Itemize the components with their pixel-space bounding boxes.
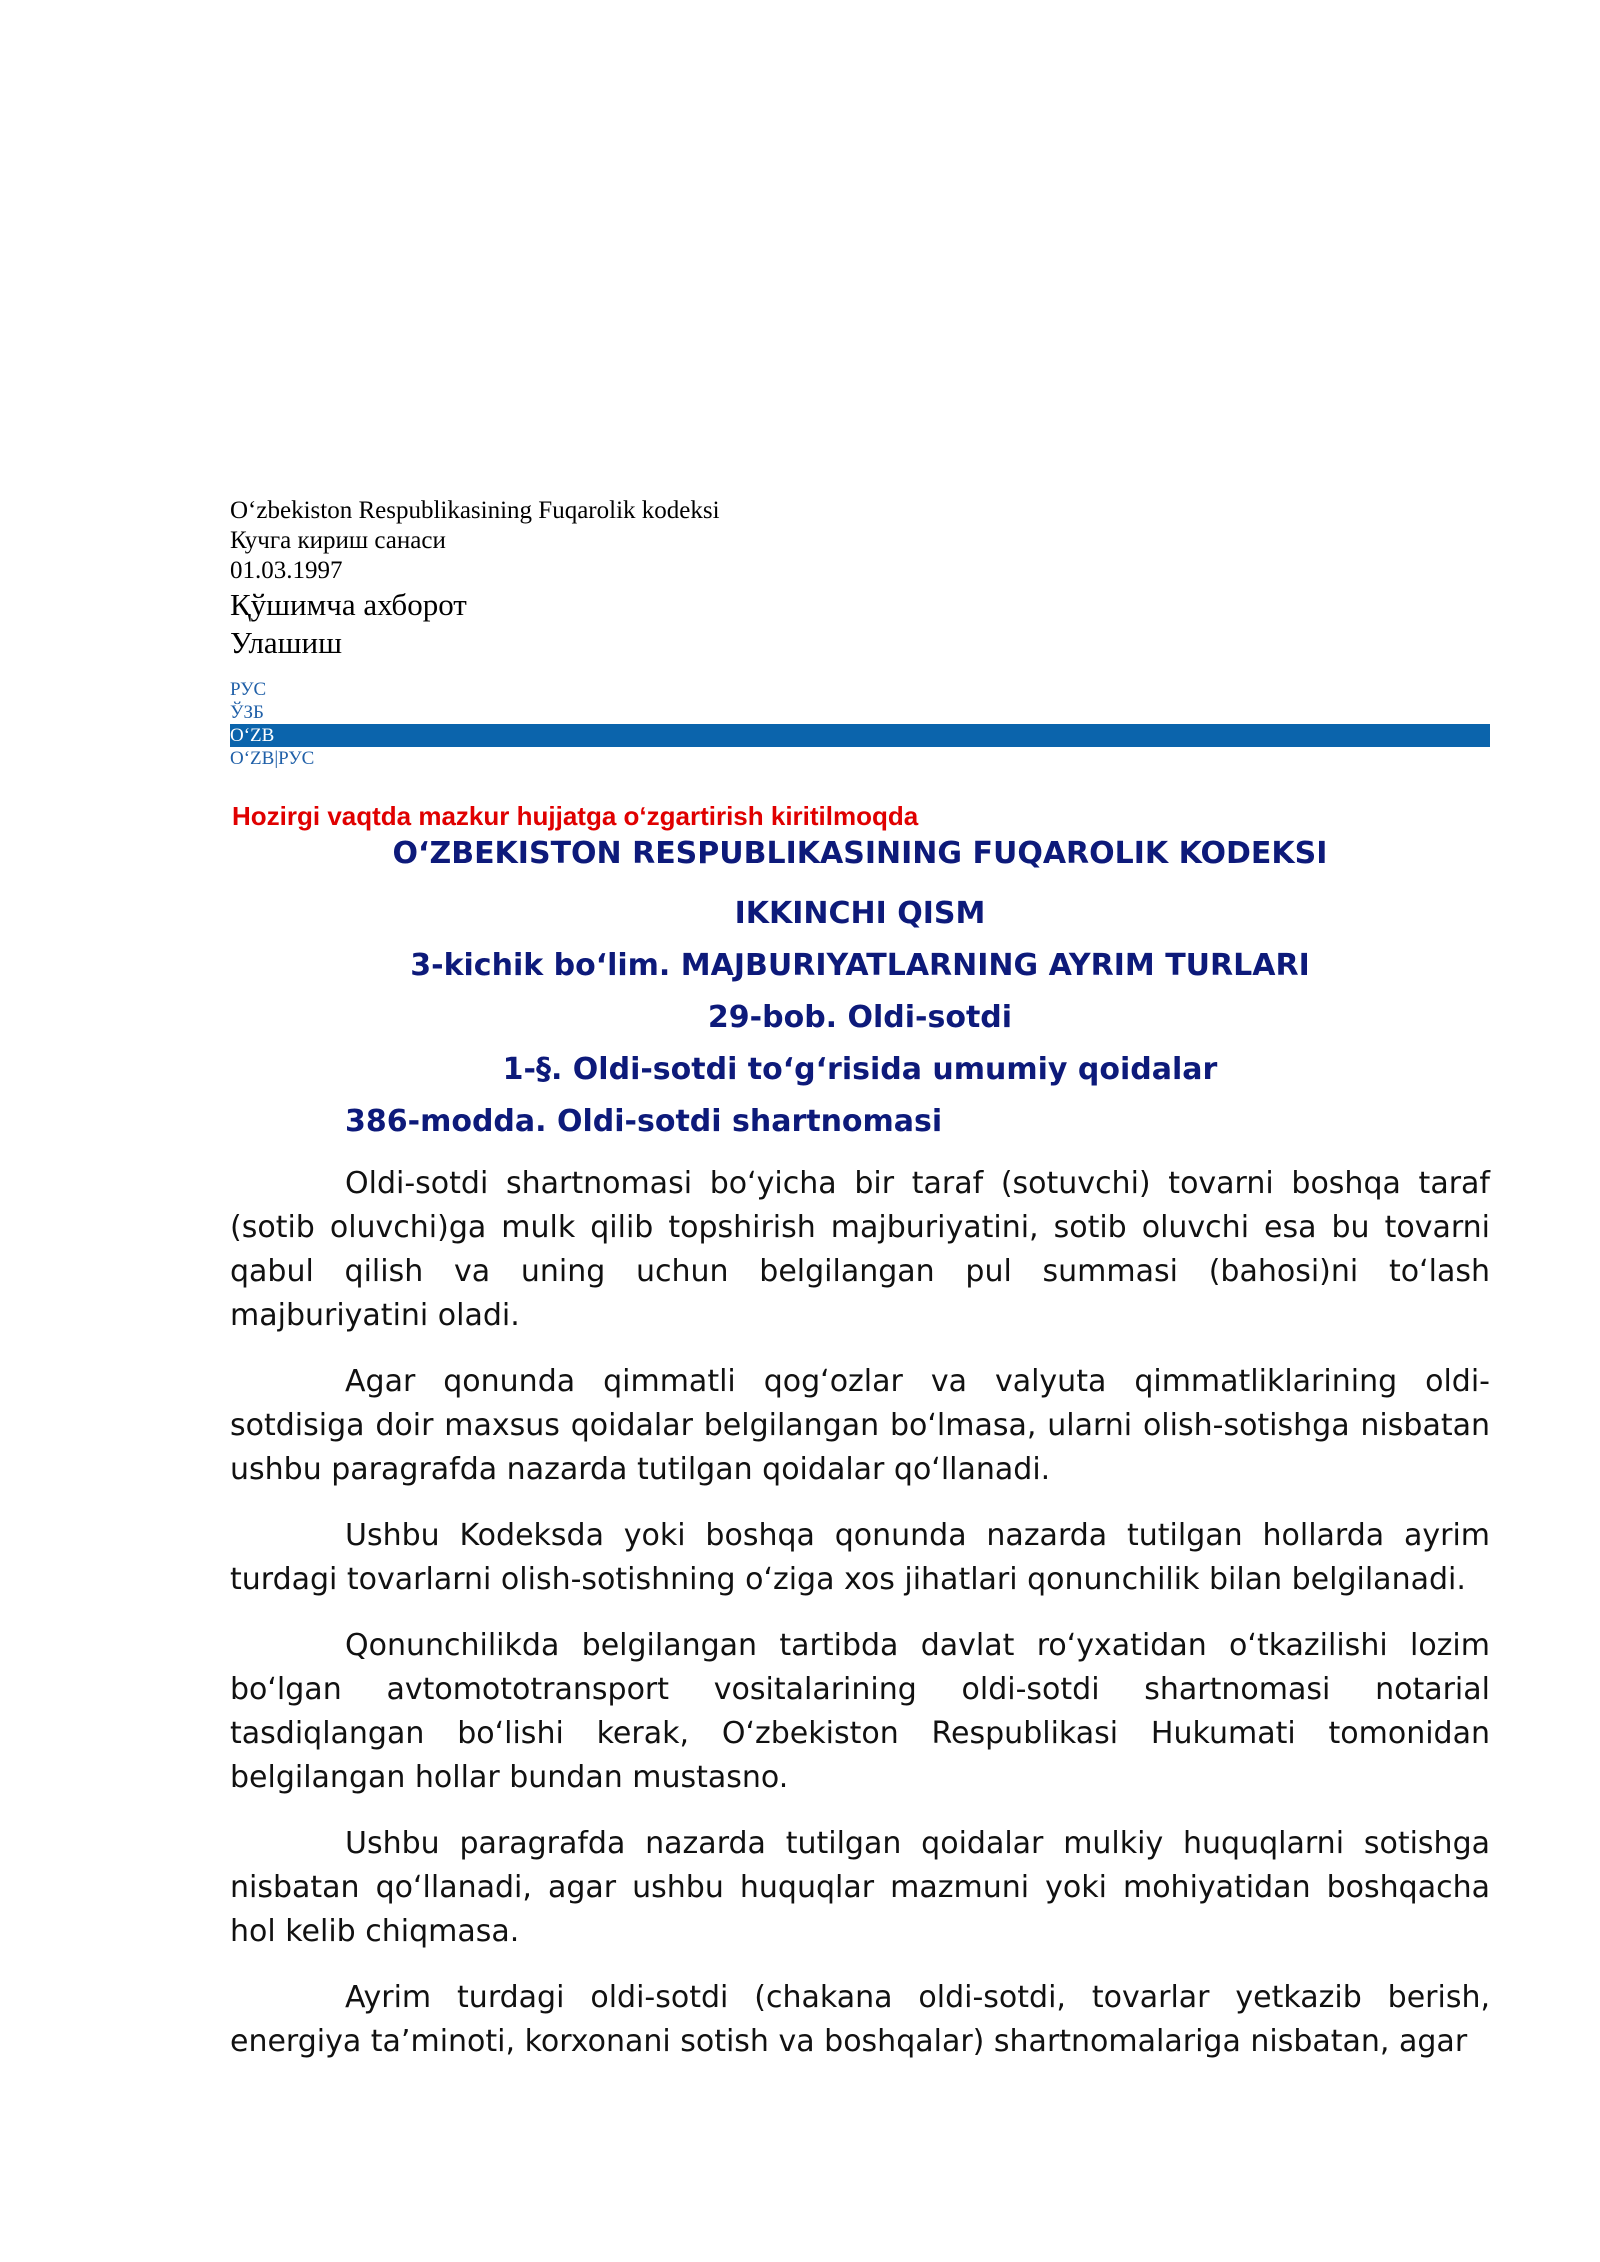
body-paragraph: Ayrim turdagi oldi-sotdi (chakana oldi-sotdi, tovarlar yetkazib berish, energiya taʼminoti, korxonani sotish va boshqalar) shartnomalariga nisbatan, agar — [230, 1980, 1490, 2059]
chapter-heading: 29-bob. Oldi-sotdi — [707, 1000, 1013, 1035]
effective-date-label: Кучга кириш санаси — [230, 527, 446, 554]
language-switcher — [230, 678, 1490, 770]
amendment-notice: Hozirgi vaqtda mazkur hujjatga oʻzgartirish kiritilmoqda — [232, 801, 919, 831]
lang-uzb-cyrillic-link[interactable]: ЎЗБ — [230, 702, 264, 723]
body-paragraph: Oldi-sotdi shartnomasi boʻyicha bir taraf (sotuvchi) tovarni boshqa taraf (sotib oluvchi)ga mulk qilib topshirish majburiyatini, sotib oluvchi esa bu tovarni qabul qilish va uning uchun belgilangan pul summasi (bahosi)ni toʻlash majburiyatini oladi. — [230, 1166, 1490, 1333]
document-meta — [230, 496, 1490, 662]
effective-date: 01.03.1997 — [230, 557, 343, 584]
article-body — [230, 1162, 1490, 2064]
document-title: OʻZBEKISTON RESPUBLIKASINING FUQAROLIK KODEKSI — [392, 836, 1328, 871]
paragraph-heading: 1-§. Oldi-sotdi toʻgʻrisida umumiy qoidalar — [502, 1052, 1218, 1087]
lang-rus-link[interactable]: РУС — [230, 679, 267, 700]
part-heading: IKKINCHI QISM — [734, 896, 986, 931]
lang-uzb-rus-link[interactable]: OʻZB|РУС — [230, 748, 315, 769]
body-paragraph: Qonunchilikda belgilangan tartibda davlat roʻyxatidan oʻtkazilishi lozim boʻlgan avtomototransport vositalarining oldi-sotdi shartnomasi notarial tasdiqlangan boʻlishi kerak, Oʻzbekiston Respublikasi Hukumati tomonidan belgilangan hollar bundan mustasno. — [230, 1628, 1490, 1795]
additional-info-link[interactable]: Қўшимча ахборот — [230, 587, 467, 622]
body-paragraph: Ushbu paragrafda nazarda tutilgan qoidalar mulkiy huquqlarni sotishga nisbatan qoʻllanadi, agar ushbu huquqlar mazmuni yoki mohiyatidan boshqacha hol kelib chiqmasa. — [230, 1826, 1490, 1949]
article-heading: 386-modda. Oldi-sotdi shartnomasi — [345, 1104, 943, 1139]
subsection-heading: 3-kichik boʻlim. MAJBURIYATLARNING AYRIM TURLARI — [410, 948, 1310, 983]
code-title: Oʻzbekiston Respublikasining Fuqarolik kodeksi — [230, 497, 720, 524]
share-link[interactable]: Улашиш — [230, 625, 343, 660]
body-paragraph: Agar qonunda qimmatli qogʻozlar va valyuta qimmatliklarining oldi-sotdisiga doir maxsus qoidalar belgilangan boʻlmasa, ularni olish-sotishga nisbatan ushbu paragrafda nazarda tutilgan qoidalar qoʻllanadi. — [230, 1364, 1490, 1487]
lang-uzb-latin-link[interactable]: OʻZB — [230, 724, 1490, 747]
body-paragraph: Ushbu Kodeksda yoki boshqa qonunda nazarda tutilgan hollarda ayrim turdagi tovarlarni olish-sotishning oʻziga xos jihatlari qonunchilik bilan belgilanadi. — [230, 1518, 1490, 1597]
document-page — [230, 496, 1490, 2086]
